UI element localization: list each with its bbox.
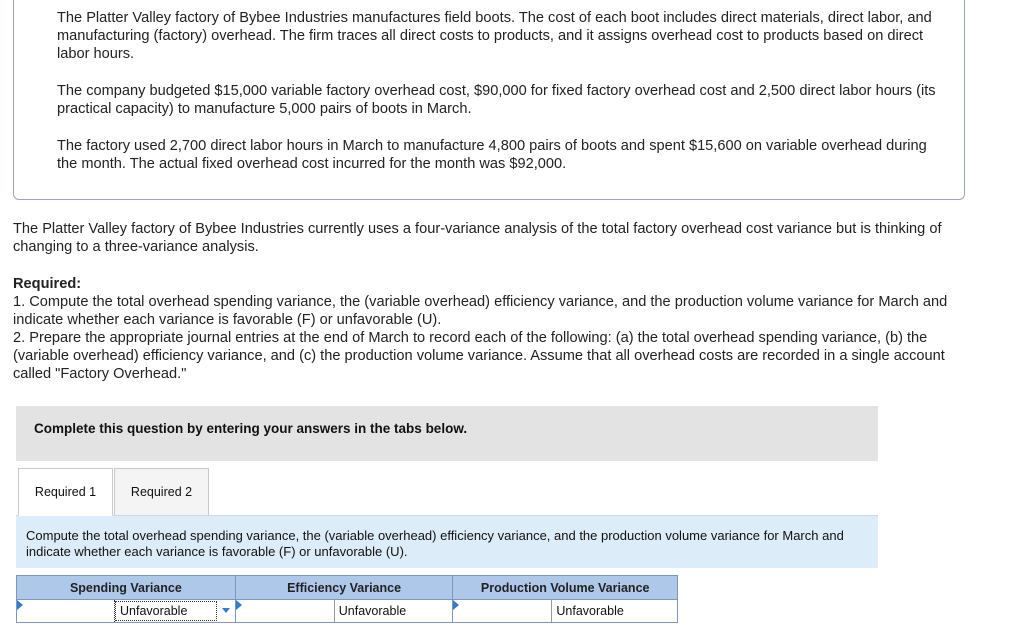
- question-intro: The Platter Valley factory of Bybee Industries currently uses a four-variance analysis of the total factory overhead cost variance but is thinking of changing to a three-variance analysis.: [13, 221, 942, 255]
- production-volume-variance-select[interactable]: Unfavorable: [551, 600, 677, 622]
- spending-variance-cell: [17, 600, 236, 623]
- problem-statement-box: [13, 0, 965, 200]
- production-volume-variance-cell: [453, 600, 678, 623]
- header-spending-variance: Spending Variance: [17, 576, 236, 600]
- flag-marker-icon: [453, 600, 459, 610]
- flag-marker-icon: [17, 600, 23, 610]
- problem-paragraph-1: The Platter Valley factory of Bybee Industries manufactures field boots. The cost of each boot includes direct materials, direct labor, and manufacturing (factory) overhead. The firm traces all direct costs to products, and it assigns overhead cost to products based on direct labor hours.: [57, 10, 932, 62]
- efficiency-variance-amount-input[interactable]: [236, 600, 334, 622]
- required-title: Required:: [13, 276, 82, 292]
- header-production-volume-variance: Production Volume Variance: [453, 576, 678, 600]
- answer-table-input-row: [17, 600, 678, 623]
- production-volume-variance-amount-input[interactable]: [453, 600, 551, 622]
- efficiency-variance-select[interactable]: Unfavorable: [334, 600, 453, 622]
- tab-required-1[interactable]: Required 1: [18, 468, 113, 516]
- flag-marker-icon: [236, 600, 242, 610]
- tab-required-2[interactable]: Required 2: [114, 468, 209, 516]
- required-item-2: 2. Prepare the appropriate journal entries at the end of March to record each of the following: (a) the total overhead spending variance, (b) the (variable overhead) efficiency variance, and (c) the production volume variance. Assume that all overhead costs are recorded in a single account called "Factory Overhead.": [13, 330, 945, 382]
- header-efficiency-variance: Efficiency Variance: [235, 576, 453, 600]
- efficiency-variance-cell: [235, 600, 453, 623]
- instruction-bar: Complete this question by entering your answers in the tabs below.: [16, 406, 878, 461]
- answer-table: [16, 575, 678, 623]
- problem-paragraph-3: The factory used 2,700 direct labor hours in March to manufacture 4,800 pairs of boots and spent $15,600 on variable overhead during the month. The actual fixed overhead cost incurred for the month was $92,000.: [57, 138, 927, 172]
- spending-variance-select[interactable]: Unfavorable: [115, 601, 217, 621]
- required-section: [13, 275, 973, 383]
- chevron-down-icon[interactable]: [217, 600, 235, 622]
- spending-variance-amount-input[interactable]: [17, 600, 115, 622]
- answer-table-header-row: [17, 576, 678, 600]
- required-item-1: 1. Compute the total overhead spending variance, the (variable overhead) efficiency variance, and the production volume variance for March and indicate whether each variance is favorable (F) or unfavorable (U).: [13, 294, 948, 328]
- problem-paragraph-2: The company budgeted $15,000 variable factory overhead cost, $90,000 for fixed factory overhead cost and 2,500 direct labor hours (its practical capacity) to manufacture 5,000 pairs of boots in March.: [57, 83, 936, 117]
- tab-panel-instructions: Compute the total overhead spending variance, the (variable overhead) efficiency variance, and the production volume variance for March and indicate whether each variance is favorable (F) or unfavorable (U).: [16, 515, 878, 568]
